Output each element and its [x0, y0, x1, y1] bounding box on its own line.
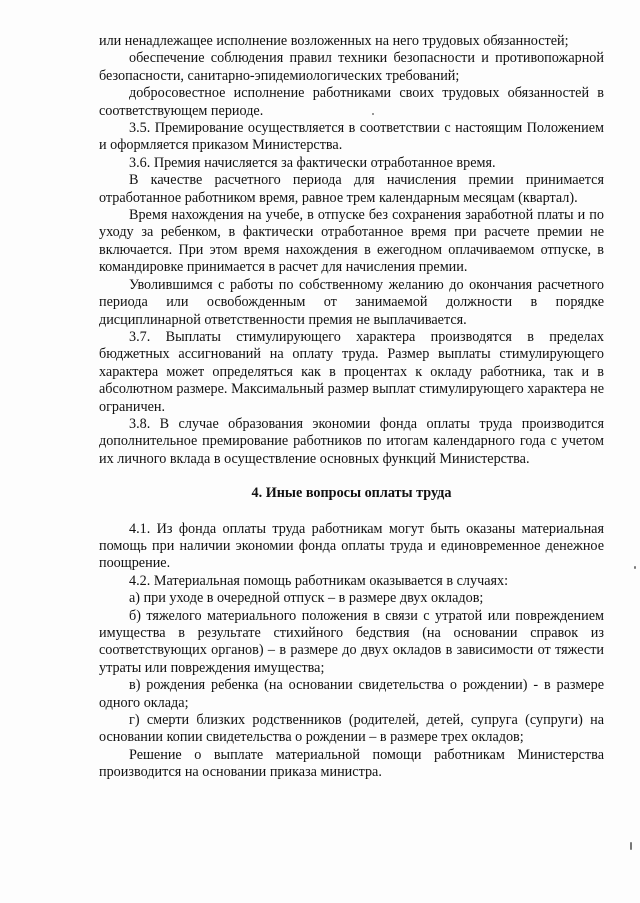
list-item-a: а) при уходе в очередной отпуск – в размере двух окладов; [129, 590, 484, 607]
list-item-g: г) смерти близких родственников (родителей, детей, супруга (супруги) на основании копии свидетельства о рождении – в размере трех окладов; [99, 712, 604, 746]
paragraph: добросовестное исполнение работниками своих трудовых обязанностей в соответствующем периоде. [99, 85, 604, 119]
paragraph: Уволившимся с работы по собственному желанию до окончания расчетного периода или освобожденным от занимаемой должности в порядке дисциплинарной ответственности премия не выплачивается. [99, 276, 604, 328]
paragraph: Время нахождения на учебе, в отпуске без сохранения заработной платы и по уходу за ребенком, в фактически отработанное время при расчете премии не включается. При этом время нахождения в ежегодном оплачиваемом отпуске, в командировке принимается в расчет для начисления премии. [99, 207, 604, 276]
paragraph-3-8: 3.8. В случае образования экономии фонда оплаты труда производится дополнительное премирование работников по итогам календарного года с учетом их личного вклада в осуществление основных функций Министерства. [99, 415, 604, 467]
paragraph: обеспечение соблюдения правил техники безопасности и противопожарной безопасности, санитарно-эпидемиологических требований; [99, 50, 604, 84]
scan-speck [372, 113, 374, 115]
document-body [99, 33, 604, 782]
paragraph-3-5: 3.5. Премирование осуществляется в соответствии с настоящим Положением и оформляется приказом Министерства. [99, 120, 604, 154]
paragraph: или ненадлежащее исполнение возложенных на него трудовых обязанностей; [99, 33, 569, 49]
paragraph: В качестве расчетного периода для начисления премии принимается отработанное работником время, равное трем календарным месяцам (квартал). [99, 172, 604, 206]
section-spacer [99, 468, 604, 485]
scan-speck [634, 566, 636, 569]
list-item-v: в) рождения ребенка (на основании свидетельства о рождении) - в размере одного оклада; [99, 677, 604, 711]
scan-speck [630, 842, 632, 850]
paragraph-4-1: 4.1. Из фонда оплаты труда работникам могут быть оказаны материальная помощь при наличии экономии фонда оплаты труда и единовременное денежное поощрение. [99, 520, 604, 572]
paragraph-4-2: 4.2. Материальная помощь работникам оказывается в случаях: [129, 572, 509, 589]
list-item-b: б) тяжелого материального положения в связи с утратой или повреждением имущества в результате стихийного бедствия (на основании справок из соответствующих органов) – в размере до двух окладов в зависимости от тяжести утраты или повреждения имущества; [99, 607, 604, 676]
section-title: 4. Иные вопросы оплаты труда [251, 485, 452, 502]
section-spacer [99, 503, 604, 521]
paragraph-3-6: 3.6. Премия начисляется за фактически отработанное время. [129, 154, 496, 171]
paragraph-3-7: 3.7. Выплаты стимулирующего характера производятся в пределах бюджетных ассигнований на оплату труда. Размер выплаты стимулирующего характера может определяться как в процентах к окладу работника, так и в абсолютном размере. Максимальный размер выплат стимулирующего характера не ограничен. [99, 328, 604, 415]
paragraph: Решение о выплате материальной помощи работникам Министерства производится на основании приказа министра. [99, 746, 604, 781]
